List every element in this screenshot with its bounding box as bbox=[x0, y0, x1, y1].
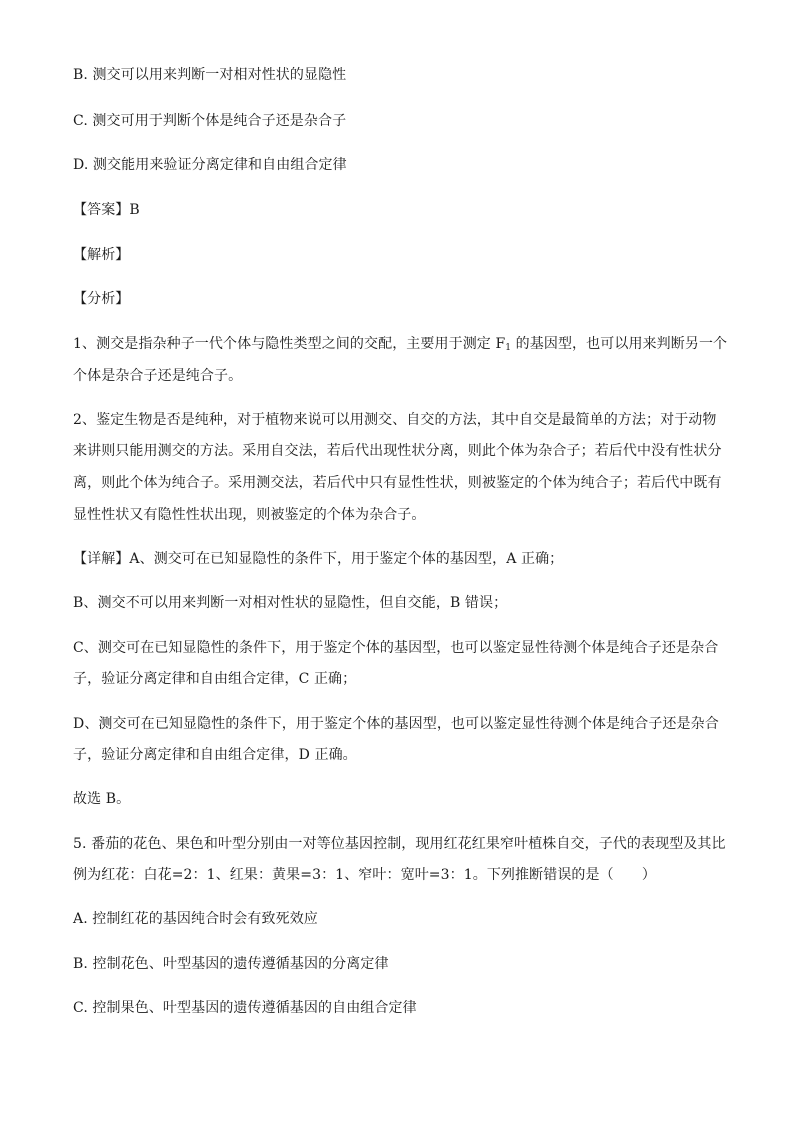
point2-line2: 来讲则只能用测交的方法。采用自交法，若后代出现性状分离，则此个体为杂合子；若后代中没有性状分 bbox=[73, 443, 722, 459]
analysis-header: 【解析】 bbox=[73, 247, 130, 263]
question5-option-c: C. 控制果色、叶型基因的遗传遵循基因的自由组合定律 bbox=[73, 1000, 417, 1016]
detail-c-line2: 子，验证分离定律和自由组合定律，C 正确； bbox=[73, 671, 357, 687]
question5-option-a: A. 控制红花的基因纯合时会有致死效应 bbox=[73, 911, 318, 927]
detail-d-line1: D、测交可在已知显隐性的条件下，用于鉴定个体的基因型，也可以鉴定显性待测个体是纯合子还是杂合 bbox=[73, 716, 719, 732]
detail-b-line: B、测交不可以用来判断一对相对性状的显隐性，但自交能，B 错误； bbox=[73, 595, 508, 611]
fenxi-header: 【分析】 bbox=[73, 291, 130, 307]
question5-stem-line1: 5. 番茄的花色、果色和叶型分别由一对等位基因控制，现用红花红果窄叶植株自交，子代的表现型及其比 bbox=[73, 836, 726, 852]
f1-subscript: 1 bbox=[505, 343, 512, 353]
detail-c-line1: C、测交可在已知显隐性的条件下，用于鉴定个体的基因型，也可以鉴定显性待测个体是纯合子还是杂合 bbox=[73, 640, 719, 656]
option-c-line: C. 测交可用于判断个体是纯合子还是杂合子 bbox=[73, 113, 347, 129]
point1-line1 bbox=[73, 334, 728, 358]
point1-line1-pre: 1、测交是指杂种子一代个体与隐性类型之间的交配，主要用于测定 F bbox=[73, 336, 506, 352]
point2-line3: 离，则此个体为纯合子。采用测交法，若后代中只有显性性状，则被鉴定的个体为纯合子；若后代中既有 bbox=[73, 475, 722, 491]
answer-line: 【答案】B bbox=[73, 202, 140, 218]
point1-line1-post: 的基因型，也可以用来判断另一个 bbox=[511, 336, 728, 352]
detail-a-line: 【详解】A、测交可在已知显隐性的条件下，用于鉴定个体的基因型，A 正确； bbox=[73, 551, 564, 567]
question5-stem-line2: 例为红花：白花=2：1、红果：黄果=3：1、窄叶：宽叶=3：1。下列推断错误的是（ ） bbox=[73, 867, 657, 883]
point2-line1: 2、鉴定生物是否是纯种，对于植物来说可以用测交、自交的方法，其中自交是最简单的方法；对于动物 bbox=[73, 412, 717, 428]
question5-option-b: B. 控制花色、叶型基因的遗传遵循基因的分离定律 bbox=[73, 956, 389, 972]
detail-d-line2: 子，验证分离定律和自由组合定律，D 正确。 bbox=[73, 747, 357, 763]
option-b-line: B. 测交可以用来判断一对相对性状的显隐性 bbox=[73, 67, 347, 83]
point2-line4: 显性性状又有隐性性状出现，则被鉴定的个体为杂合子。 bbox=[73, 507, 426, 523]
conclusion-line: 故选 B。 bbox=[73, 791, 131, 807]
option-d-line: D. 测交能用来验证分离定律和自由组合定律 bbox=[73, 157, 347, 173]
point1-line2: 个体是杂合子还是纯合子。 bbox=[73, 368, 243, 384]
